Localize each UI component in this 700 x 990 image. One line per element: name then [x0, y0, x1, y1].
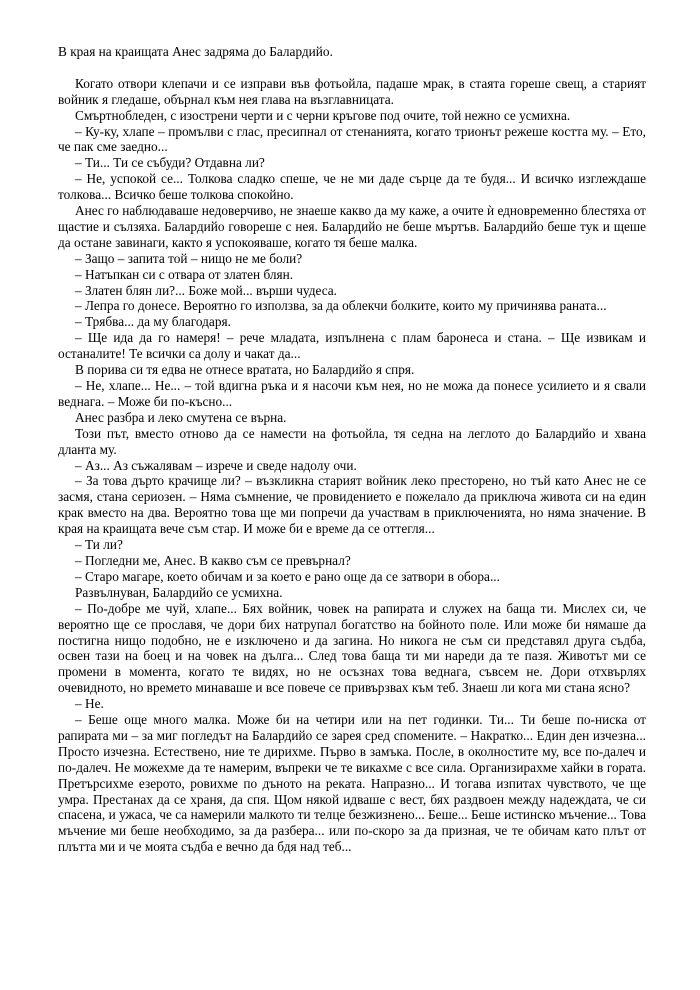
- paragraph: – Ку-ку, хлапе – промълви с глас, пресипнал от стенанията, когато трионът режеше костта му. – Ето, че пак сме заедно...: [58, 123, 646, 155]
- paragraph: Анес разбра и леко смутена се върна.: [75, 409, 287, 425]
- paragraph: – Ти ли?: [75, 537, 123, 553]
- paragraph: – Ще ида да го намеря! – рече младата, изпълнена с плам баронеса и стана. – Ще извикам и останалите! Те всички са долу и чакат да...: [58, 330, 646, 362]
- paragraph: – Трябва... да му благодаря.: [75, 314, 231, 330]
- paragraph: – Ти... Ти се събуди? Отдавна ли?: [75, 155, 265, 171]
- paragraph: – По-добре ме чуй, хлапе... Бях войник, човек на рапирата и служех на баща ти. Мислех си, че вероятно ще се прославя, че дори бих натрупал богатство на бойното поле. Или може би нямаше да постигна нищо подобно, не е изключено и да загина. Но никога не съм си представял друга съдба, освен тази на боец и на човек на дълга... След това баща ти ми нареди да те пазя. Животът ми се промени в момента, когато те видях, но не осъзнах това веднага, съвсем не. Дори отхвърлях очевидното, но времето минаваше и все повече се привързвах към теб. Знаеш ли кога ми стана ясно?: [58, 600, 646, 696]
- paragraph: Анес го наблюдаваше недоверчиво, не знаеше какво да му каже, а очите ѝ едновременно блестяха от щастие и сълзяха. Балардийо говореше с нея. Балардийо не беше мъртъв. Балардийо беше тук и щеше да остане завинаги, както я успокояваше, когато тя беше малка.: [58, 203, 646, 250]
- paragraph: – Натъпкан си с отвара от златен блян.: [75, 266, 294, 282]
- paragraph: – Не, успокой се... Толкова сладко спеше, че не ми даде сърце да те будя... И всичко изглеждаше толкова... Всичко беше толкова спокойно.: [58, 171, 646, 203]
- paragraph: – Не, хлапе... Не... – той вдигна ръка и я насочи към нея, но не можа да понесе усилието и я свали веднага. – Може би по-късно...: [58, 378, 646, 409]
- paragraph: – Защо – запита той – нищо не ме боли?: [75, 250, 303, 266]
- paragraph: – Златен блян ли?... Боже мой... върши чудеса.: [75, 282, 337, 298]
- paragraph: Този път, вместо отново да се намести на фотьойла, тя седна на леглото до Балардийо и хвана дланта му.: [58, 425, 646, 457]
- paragraph: Развълнуван, Балардийо се усмихна.: [75, 584, 283, 600]
- paragraph: – За това дърто крачище ли? – възкликна старият войник леко престорено, но тъй като Анес не се засмя, стана сериозен. – Няма съмнение, че провидението е пожелало да приключа живота си на един крак вместо на два. Вероятно това ще ми попречи да участвам в приключенията, но няма значение. В края на краищата вече съм стар. И може би е време да се оттегля...: [58, 473, 646, 537]
- paragraph: – Лепра го донесе. Вероятно го използва, за да облекчи болките, които му причинява раната...: [75, 298, 607, 314]
- paragraph: – Не.: [75, 696, 104, 712]
- paragraph: – Старо магаре, което обичам и за което е рано още да се затвори в обора...: [75, 568, 500, 584]
- paragraph: Смъртнобледен, с изострени черти и с черни кръгове под очите, той нежно се усмихна.: [75, 107, 571, 123]
- body-text: [58, 44, 646, 855]
- paragraph: – Беше още много малка. Може би на четири или на пет годинки. Ти... Ти беше по-ниска от рапирата ми – за миг погледът на Балардийо се зарея сред спомените. – Накратко... Един ден изчезна... Просто изчезна. Естествено, ние те дирихме. Първо в замъка. После, в околностите му, все по-далеч и по-далеч. Не можехме да те намерим, въпреки че те викахме с все сила. Организирахме хайки в гората. Претърсихме езерото, ровихме по дъното на реката. Напразно... И тогава изпитах чувството, че ще умра. Престанах да се храня, да спя. Щом някой идваше с вест, бях раздвоен между надеждата, че си спасена, и ужаса, че са намерили малкото ти телце безжизнено... Беше... Беше истинско мъчение... Това мъчение ми беше необходимо, за да разбера... или по-скоро за да призная, че те обичам като плът от плътта ми и че моята съдба е вечно да бдя над теб...: [58, 712, 646, 855]
- paragraph: В края на краищата Анес задряма до Балардийо.: [58, 44, 333, 59]
- paragraph: – Погледни ме, Анес. В какво съм се превърнал?: [75, 552, 351, 568]
- paragraph: Когато отвори клепачи и се изправи във фотьойла, падаше мрак, в стаята гореше свещ, а старият войник я гледаше, обърнал към нея глава на възглавницата.: [58, 75, 646, 107]
- paragraph: В порива си тя едва не отнесе вратата, но Балардийо я спря.: [75, 362, 415, 378]
- paragraph: – Аз... Аз съжалявам – изрече и сведе надолу очи.: [75, 457, 357, 473]
